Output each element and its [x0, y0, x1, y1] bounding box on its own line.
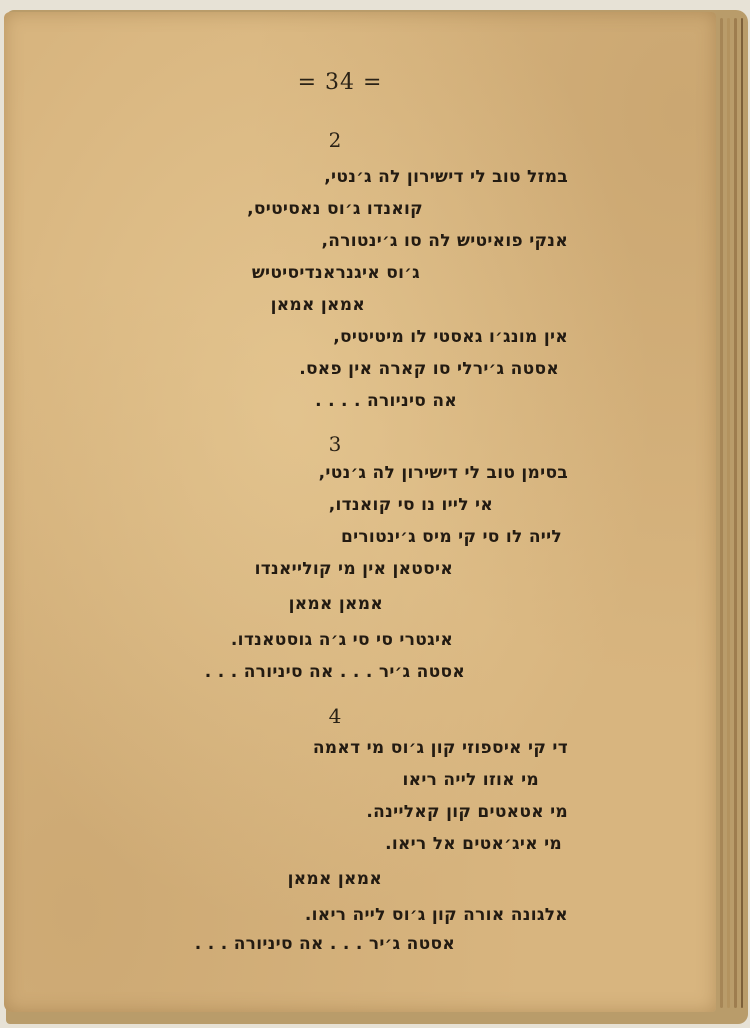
- verse-line: אסטה ג׳ירלי סו קארה אין פאס.: [299, 359, 559, 379]
- verse-line: אסטה ג׳יר . . . אה סיניורה . . .: [194, 934, 455, 954]
- verse-line: אמאן אמאן: [270, 295, 365, 315]
- verse-line: מי איג׳אטים אל ריאו.: [385, 834, 562, 854]
- page-edge: [720, 18, 723, 1008]
- verse-line: מי אוזו לייה ריאו: [402, 770, 539, 790]
- verse-line: אמאן אמאן: [288, 594, 383, 614]
- page-edge: [734, 18, 737, 1008]
- verse-line: די קי איספוזי קון ג׳וס מי דאמה: [312, 738, 568, 758]
- verse-line: אסטה ג׳יר . . . אה סיניורה . . .: [204, 662, 465, 682]
- stanza-number: 2: [328, 128, 342, 152]
- verse-line: אלגונה אורה קון ג׳וס לייה ריאו.: [304, 905, 568, 925]
- verse-line: מי אטאטים קון קאליינה.: [366, 802, 568, 822]
- verse-line: קואנדו ג׳וס נאסיטיס,: [247, 199, 423, 219]
- verse-line: אנקי פואיטיש לה סו ג׳ינטורה,: [321, 231, 568, 251]
- verse-line: אה סיניורה . . . .: [315, 391, 457, 411]
- stanza-number: 3: [328, 432, 342, 456]
- stanza-number: 4: [328, 704, 342, 728]
- verse-line: ג׳וס איגנראנדיסיטיש: [251, 263, 420, 283]
- verse-line: אי לייו נו סי קואנדו,: [328, 495, 493, 515]
- verse-line: אין מונג׳ו גאסטי לו מיטיטיס,: [333, 327, 568, 347]
- page-edge: [741, 18, 743, 1008]
- verse-line: בסימן טוב לי דישירון לה ג׳נטי,: [318, 463, 568, 483]
- verse-line: איסטאן אין מי קולייאנדו: [254, 559, 453, 579]
- verse-line: לייה לו סי קי מיס ג׳ינטורים: [340, 527, 562, 547]
- page-number: = 34 =: [297, 70, 383, 95]
- verse-line: איגטרי סי סי ג׳ה גוסטאנדו.: [230, 630, 453, 650]
- verse-line: במזל טוב לי דישירון לה ג׳נטי,: [324, 167, 568, 187]
- verse-line: אמאן אמאן: [287, 869, 382, 889]
- page-edge: [727, 18, 730, 1008]
